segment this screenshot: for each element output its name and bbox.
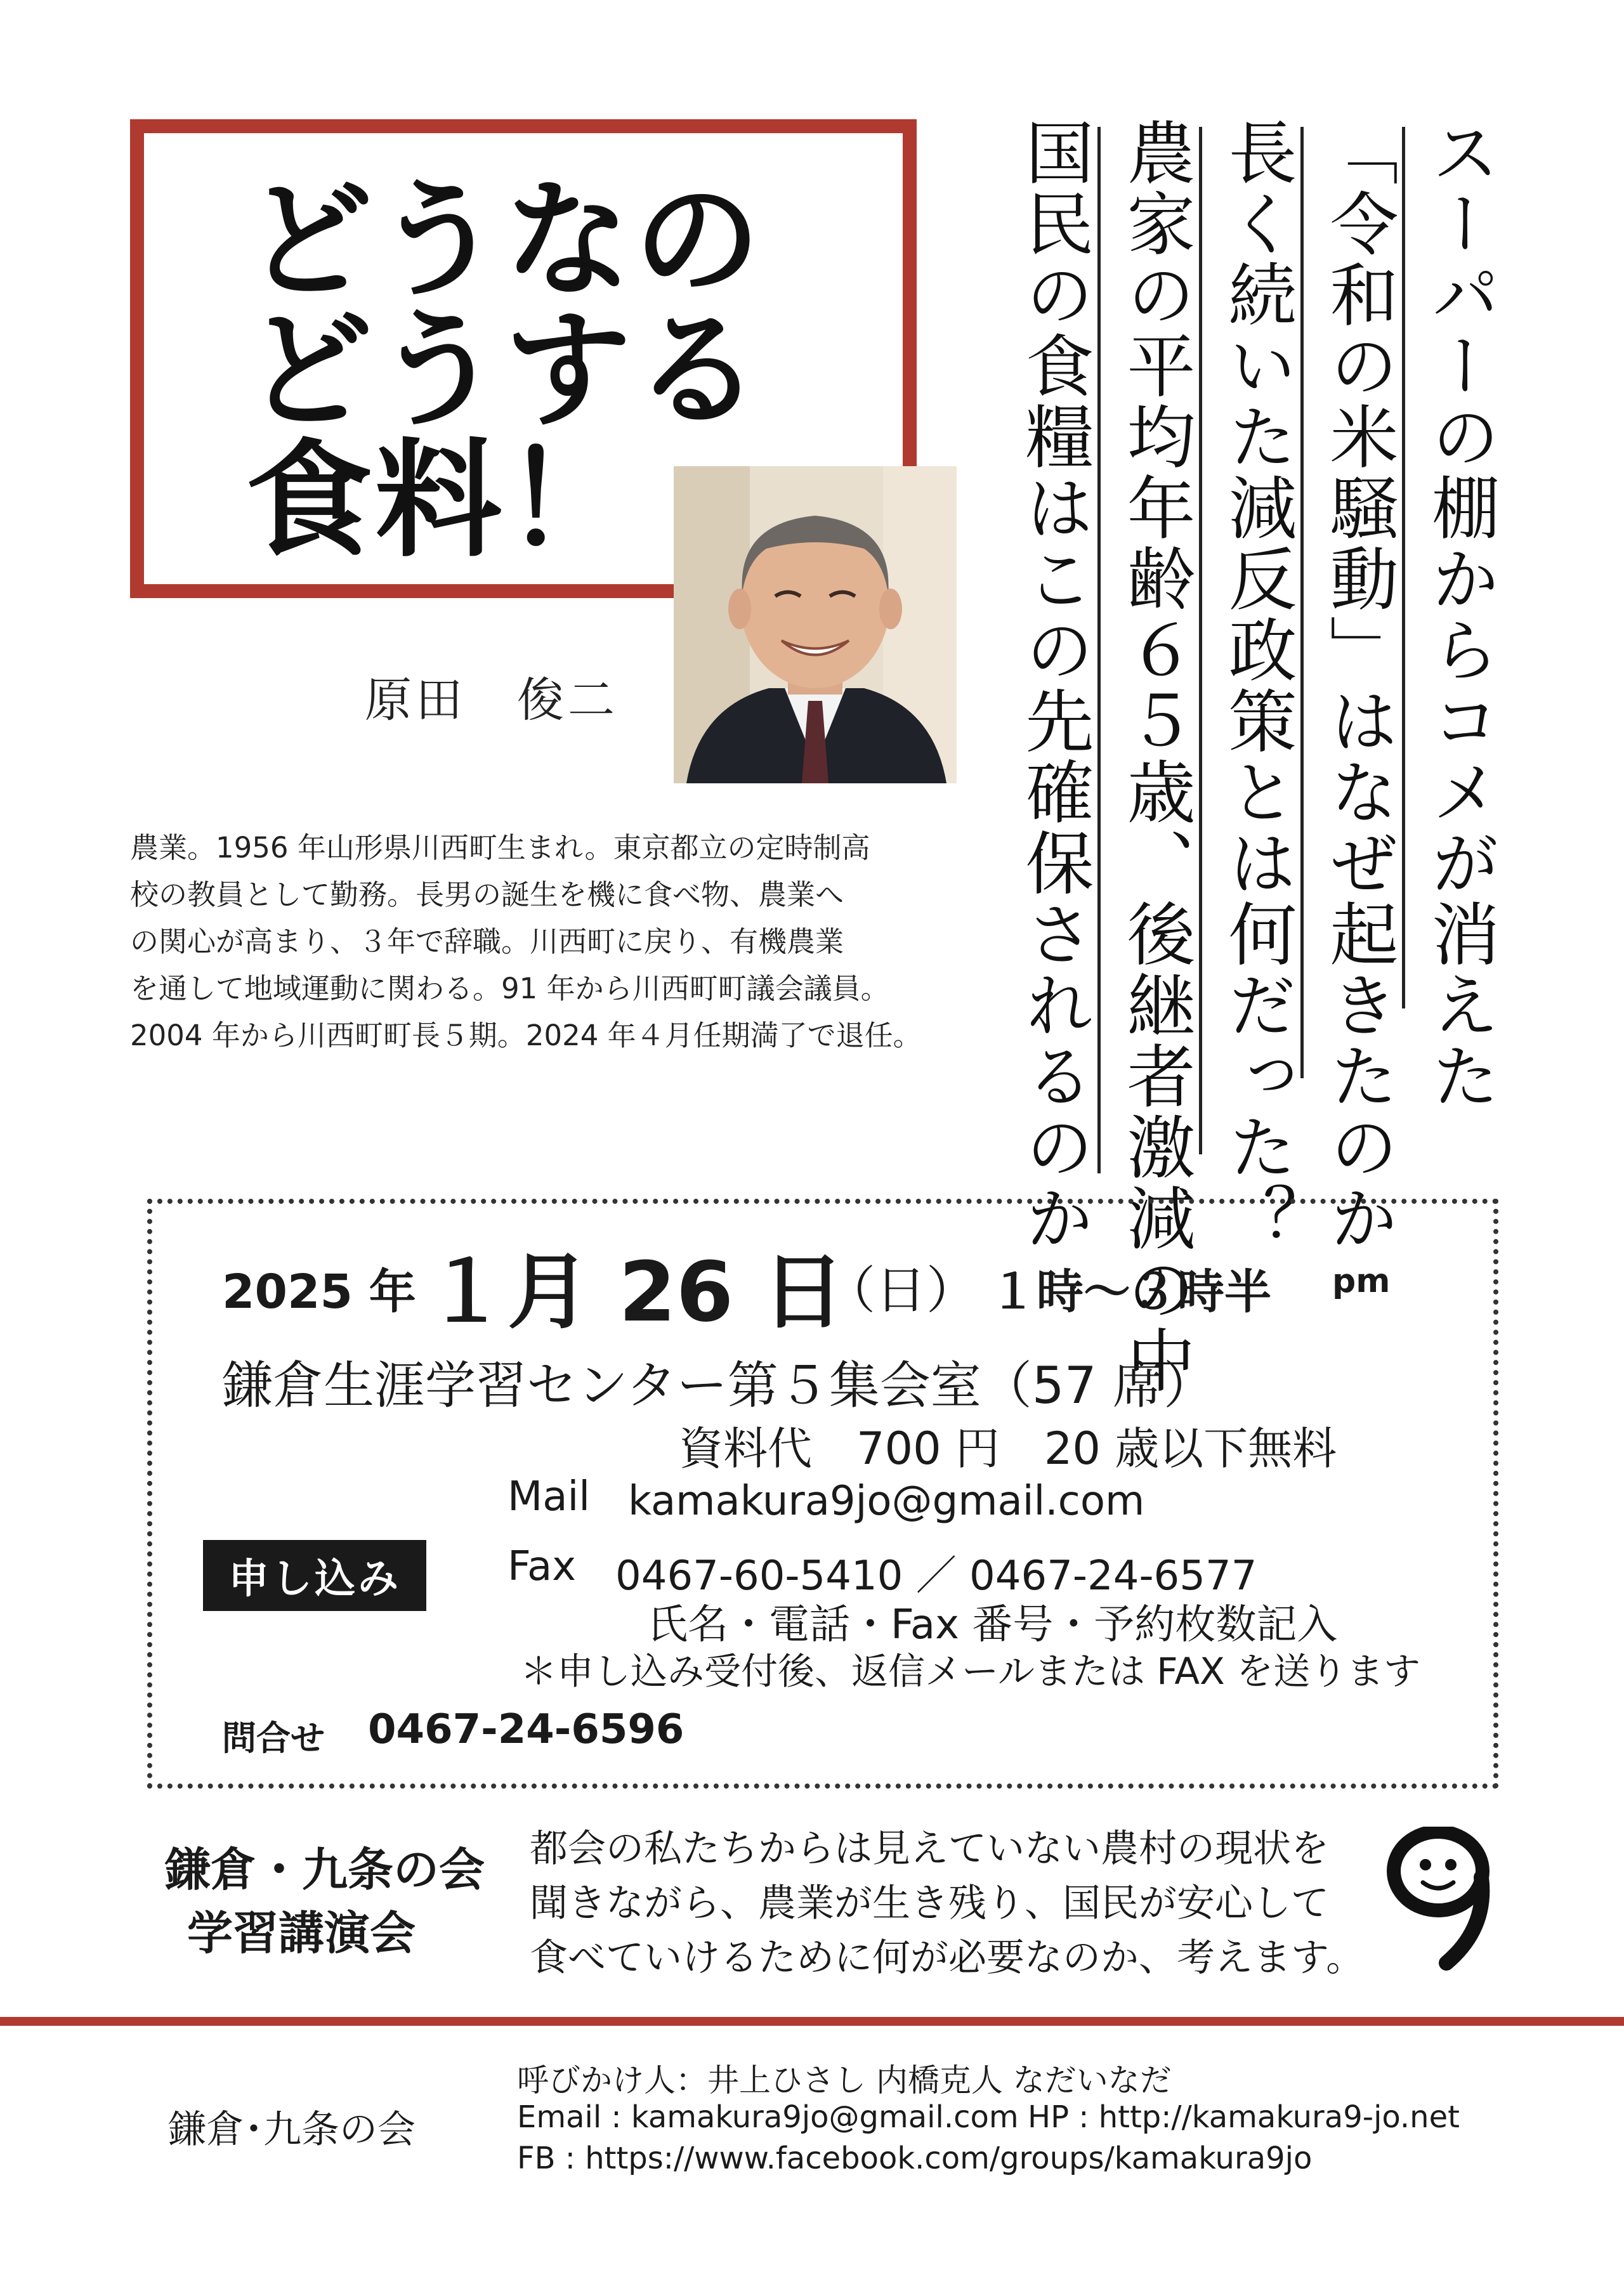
description-line: 食べていけるために何が必要なのか、考えます。	[530, 1936, 1365, 1980]
event-weekday: （日）	[825, 1261, 977, 1320]
apply-fields: 氏名・電話・Fax 番号・予約枚数記入	[647, 1601, 1338, 1648]
fax-label: Fax	[508, 1543, 577, 1590]
speaker-photo	[674, 466, 957, 783]
headline-column-3: 長く続いた減反政策とは何だった？	[1217, 117, 1296, 1254]
footer-homepage[interactable]: HP : http://kamakura9-jo.net	[1028, 2099, 1460, 2135]
event-time: １時～３時半	[990, 1265, 1271, 1319]
footer-facebook[interactable]: FB : https://www.facebook.com/groups/kamakura9jo	[517, 2141, 1313, 2176]
title-line-3: 食料！	[246, 427, 634, 575]
headline-column-4: 農家の平均年齢６５歳、後継者激減の中	[1115, 117, 1195, 1396]
column-rule	[1199, 127, 1202, 1154]
mail-label: Mail	[508, 1473, 590, 1520]
bio-line: 2004 年から川西町町長５期。2024 年４月任期満了で退任。	[130, 1019, 922, 1052]
title-line-1: どうなの	[246, 167, 764, 315]
event-info-box	[147, 1199, 1498, 1789]
footer-callers: 呼びかけ人：井上ひさし 内橋克人 なだいなだ	[517, 2062, 1172, 2099]
title-line-2: どうする	[246, 297, 764, 445]
organizer-subtitle: 学習講演会	[187, 1907, 416, 1960]
footer-email[interactable]: Email : kamakura9jo@gmail.com	[517, 2099, 1019, 2135]
bio-line: 農業。1956 年山形県川西町生まれ。東京都立の定時制高	[130, 831, 870, 864]
footer-divider	[0, 2017, 1624, 2026]
column-rule	[1402, 127, 1405, 1008]
inquiry-phone: 0467-24-6596	[368, 1706, 684, 1753]
headline-column-2: 「令和の米騒動」はなぜ起きたのか	[1318, 117, 1398, 1254]
apply-badge: 申し込み	[203, 1540, 426, 1611]
speaker-name: 原田 俊二	[365, 673, 619, 727]
event-venue: 鎌倉生涯学習センター第５集会室（57 席）	[222, 1356, 1215, 1415]
event-year: 2025 年	[222, 1265, 416, 1319]
nine-logo-icon	[1386, 1827, 1500, 1973]
bio-line: 校の教員として勤務。長男の誕生を機に食べ物、農業へ	[130, 878, 844, 911]
fax-numbers: 0467-60-5410 ／ 0467-24-6577	[615, 1553, 1257, 1600]
inquiry-label: 問合せ	[222, 1718, 325, 1758]
description-line: 聞きながら、農業が生き残り、国民が安心して	[530, 1881, 1329, 1926]
column-rule	[1097, 127, 1101, 1173]
organizer-title: 鎌倉・九条の会	[165, 1843, 485, 1896]
footer-org-name: 鎌倉･九条の会	[168, 2108, 416, 2152]
headline-column-5: 国民の食糧はこの先確保されるのか	[1014, 117, 1093, 1254]
event-ampm: pm	[1332, 1262, 1391, 1300]
headline-column-1: スーパーの棚からコメが消えた	[1420, 117, 1499, 1112]
column-rule	[1300, 127, 1304, 1078]
speaker-bio	[130, 825, 980, 1059]
description-line: 都会の私たちからは見えていない農村の現状を	[530, 1827, 1329, 1871]
bio-line: を通して地域運動に関わる。91 年から川西町町議会議員。	[130, 972, 889, 1005]
kujo-nine-logo	[1386, 1827, 1500, 1973]
speaker-portrait-image	[674, 466, 957, 783]
event-date: １月 26 日	[425, 1244, 845, 1340]
apply-note: ＊申し込み受付後、返信メールまたは FAX を送ります	[520, 1650, 1421, 1693]
bio-line: の関心が高まり、３年で辞職。川西町に戻り、有機農業	[130, 925, 844, 958]
organizer-description	[530, 1822, 1364, 1985]
event-fee: 資料代 700 円 20 歳以下無料	[679, 1423, 1337, 1475]
mail-address[interactable]: kamakura9jo@gmail.com	[628, 1478, 1145, 1525]
